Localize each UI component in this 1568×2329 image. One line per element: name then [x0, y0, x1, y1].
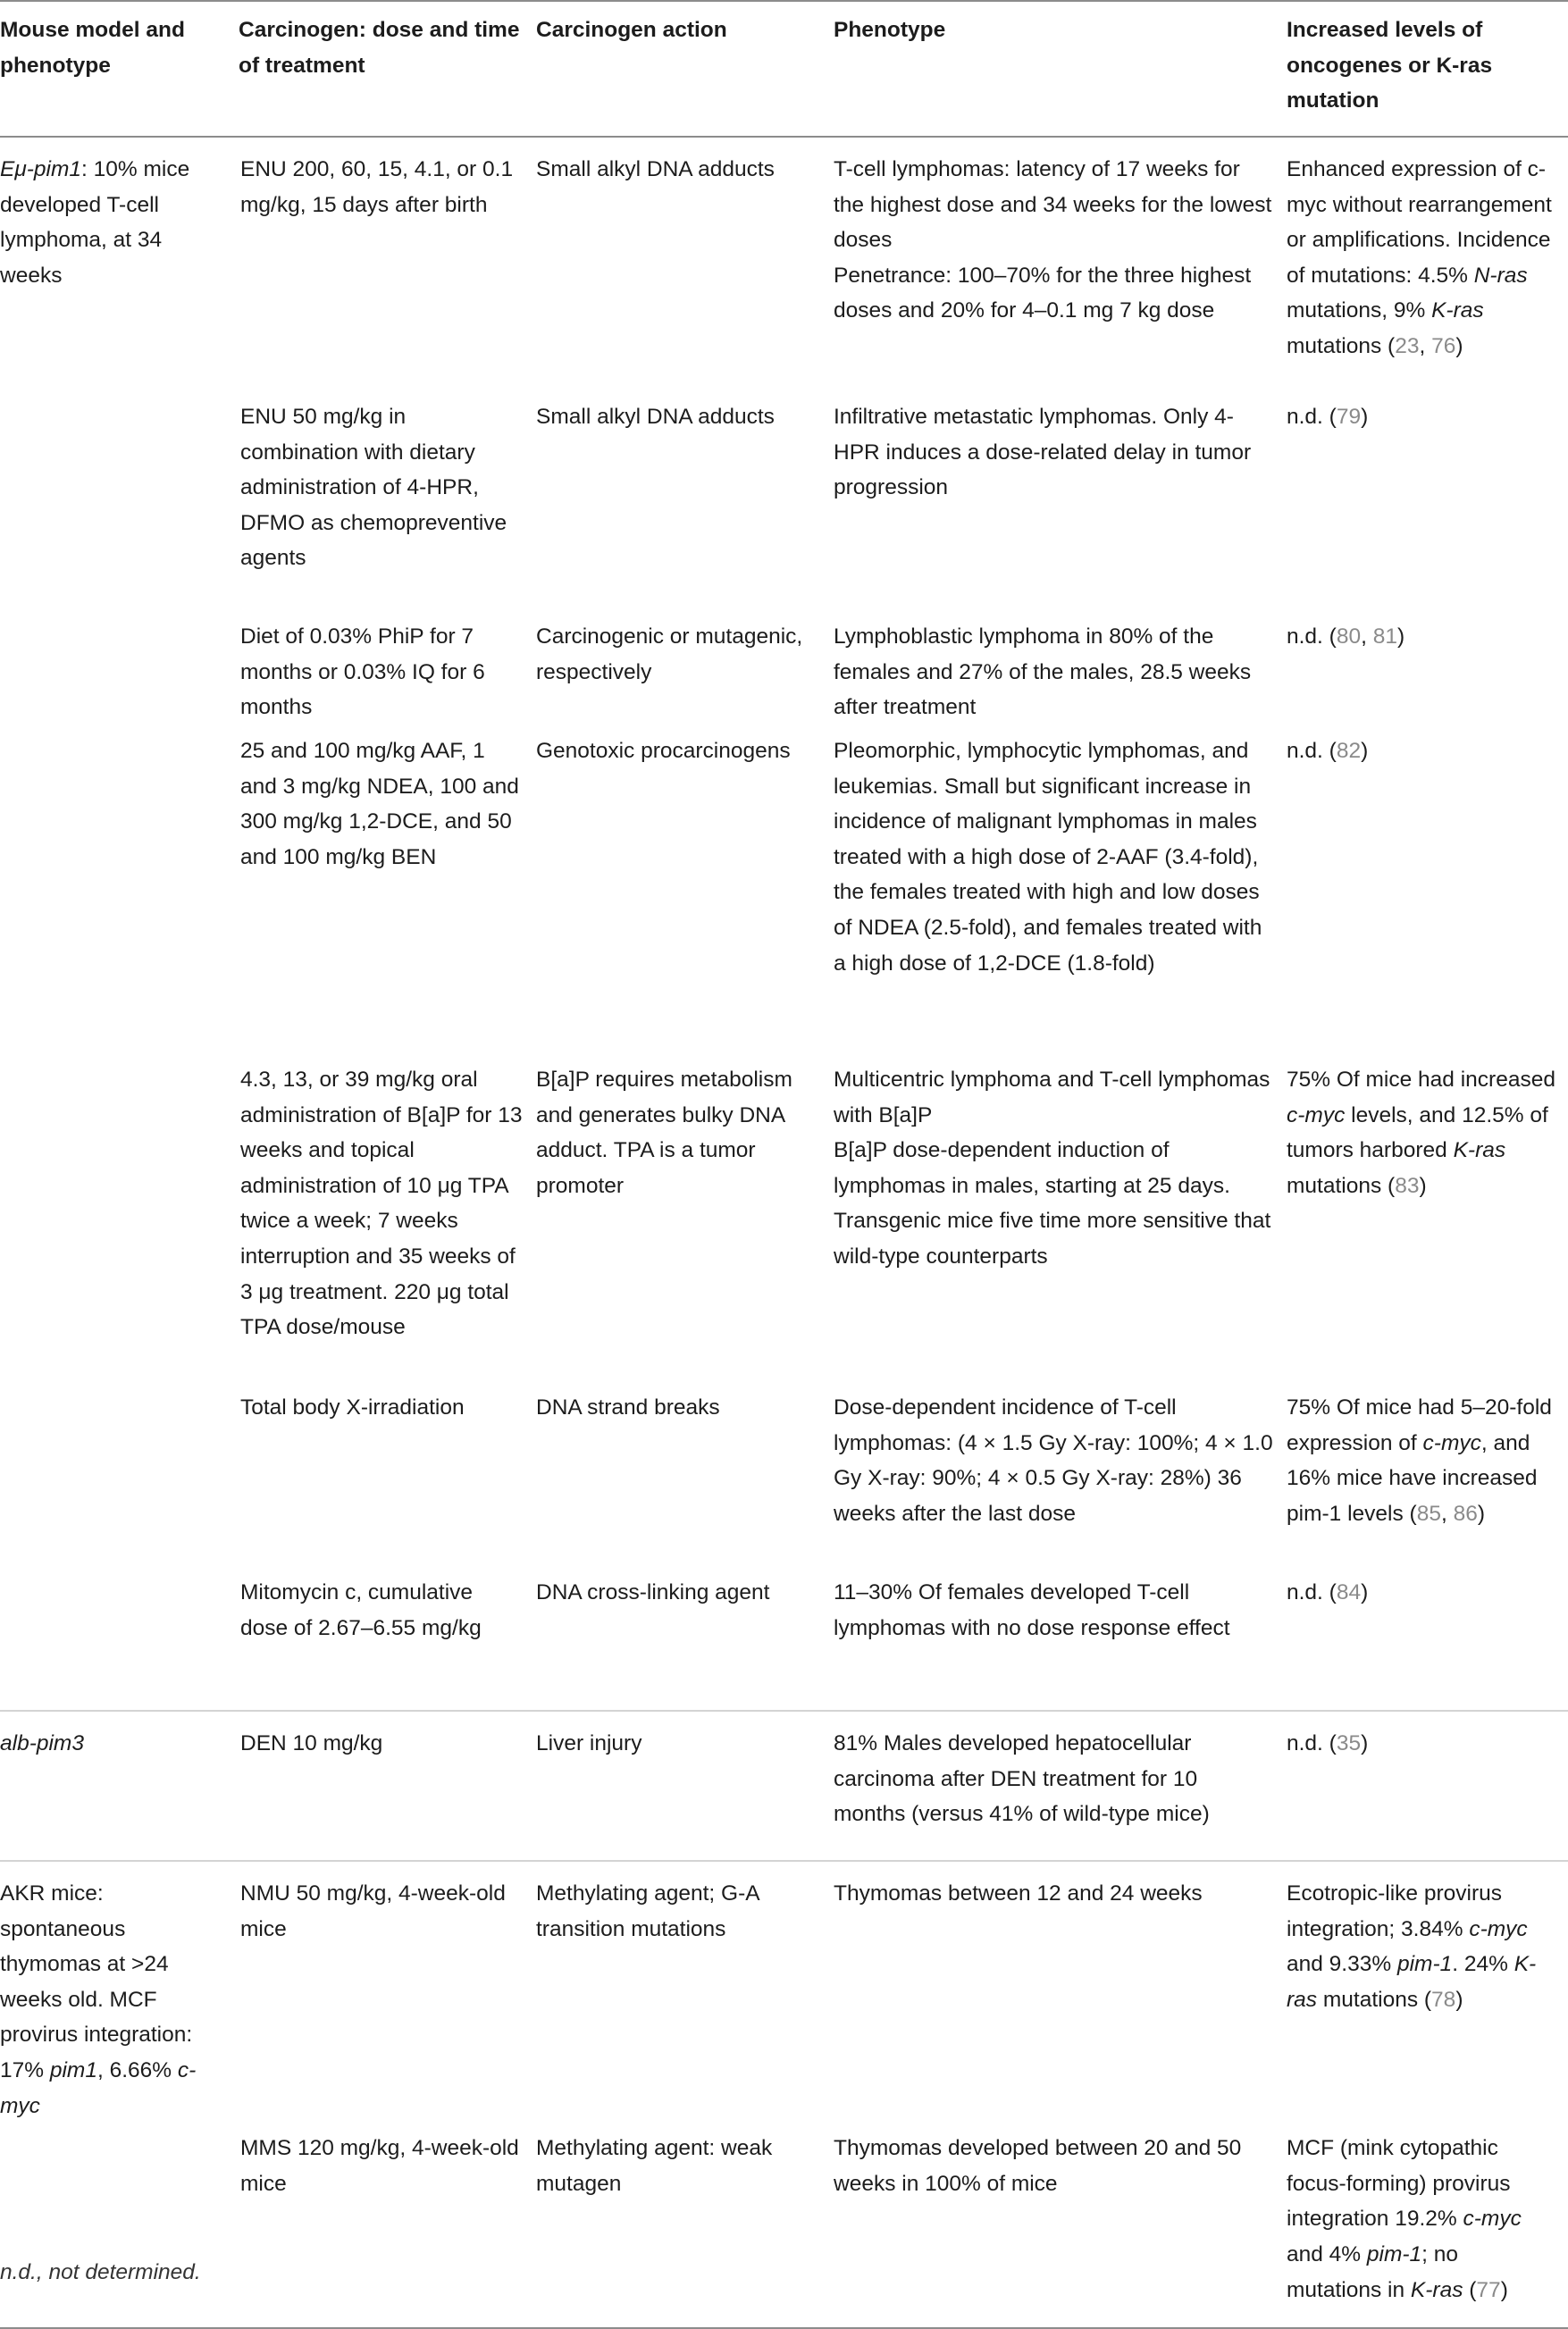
- cell-carcinogen: 25 and 100 mg/kg AAF, 1 and 3 mg/kg NDEA, 100 and 300 mg/kg 1,2-DCE, and 50 and 100 mg/kg BEN: [240, 739, 519, 869]
- cell-action: B[a]P requires metabolism and generates bulky DNA adduct. TPA is a tumor promoter: [536, 1068, 792, 1198]
- header-phenotype: Phenotype: [834, 1, 1287, 137]
- cell-carcinogen: 4.3, 13, or 39 mg/kg oral administration of B[a]P for 13 weeks and topical administration of 10 μg TPA twice a week; 7 weeks interruption and 35 weeks of 3 μg treatment. 220 μg total TPA dose/mouse: [240, 1068, 523, 1340]
- cell-oncogenes: 75% Of mice had increased c-myc levels, and 12.5% of tumors harbored K-ras mutations (83): [1287, 1068, 1555, 1198]
- cell-model: alb-pim3: [0, 1711, 239, 1861]
- cell-phenotype: Multicentric lymphoma and T-cell lymphomas with B[a]P B[a]P dose-dependent induction of lymphomas in males, starting at 25 days. Transgenic mice five time more sensitive that wild-type counterparts: [834, 1068, 1271, 1269]
- cell-model: [0, 1383, 239, 1568]
- cell-phenotype: Dose-dependent incidence of T-cell lymphomas: (4 × 1.5 Gy X-ray: 100%; 4 × 1.0 Gy X-ray: 90%; 4 × 0.5 Gy X-ray: 28%) 36 weeks after the last dose: [834, 1395, 1273, 1526]
- table-header: [0, 1, 1568, 137]
- cell-oncogenes: n.d. (80, 81): [1287, 624, 1405, 649]
- header-oncogenes: Increased levels of oncogenes or K-ras mutation: [1287, 1, 1568, 137]
- cell-carcinogen: MMS 120 mg/kg, 4-week-old mice: [239, 2124, 536, 2328]
- cell-action: Methylating agent; G-A transition mutations: [536, 1861, 834, 2124]
- table-row: [0, 2124, 1568, 2328]
- cell-model: [0, 392, 239, 612]
- cell-model: [0, 2124, 239, 2328]
- cell-phenotype: Pleomorphic, lymphocytic lymphomas, and leukemias. Small but significant increase in incidence of malignant lymphomas in males treated with a high dose of 2-AAF (3.4-fold), the females treated with high and low doses of NDEA (2.5-fold), and females treated with a high dose of 1,2-DCE (1.8-fold): [834, 739, 1262, 976]
- cell-oncogenes: n.d. (84): [1287, 1580, 1369, 1604]
- cell-carcinogen: Total body X-irradiation: [240, 1395, 465, 1420]
- cell-action: Carcinogenic or mutagenic, respectively: [536, 624, 803, 684]
- cell-oncogenes: n.d. (82): [1287, 739, 1369, 763]
- cell-action: Genotoxic procarcinogens: [536, 739, 791, 763]
- header-carcinogen-dose: Carcinogen: dose and time of treatment: [239, 1, 536, 137]
- header-mouse-model: Mouse model and phenotype: [0, 1, 239, 137]
- cell-action: Methylating agent: weak mutagen: [536, 2124, 834, 2328]
- cell-model: [0, 1055, 239, 1383]
- table-row: [0, 137, 1568, 392]
- cell-carcinogen: Mitomycin c, cumulative dose of 2.67–6.55 mg/kg: [240, 1580, 482, 1640]
- cell-model: Eμ-pim1: 10% mice developed T-cell lymphoma, at 34 weeks: [0, 137, 239, 392]
- table-row: [0, 1055, 1568, 1383]
- cell-oncogenes: Enhanced expression of c-myc without rearrangement or amplifications. Incidence of mutations: 4.5% N-ras mutations, 9% K-ras mutations (23, 76): [1287, 137, 1568, 392]
- cell-oncogenes: n.d. (35): [1287, 1711, 1568, 1861]
- cell-carcinogen: ENU 50 mg/kg in combination with dietary administration of 4-HPR, DFMO as chemopreventive agents: [240, 405, 507, 571]
- cell-oncogenes: MCF (mink cytopathic focus-forming) provirus integration 19.2% c-myc and 4% pim-1; no mutations in K-ras (77): [1287, 2124, 1568, 2328]
- header-carcinogen-action: Carcinogen action: [536, 1, 834, 137]
- cell-carcinogen: Diet of 0.03% PhiP for 7 months or 0.03% IQ for 6 months: [240, 624, 485, 720]
- cell-phenotype: Thymomas between 12 and 24 weeks: [834, 1861, 1287, 2124]
- cell-model: [0, 726, 239, 1055]
- table-row: [0, 726, 1568, 1055]
- cell-phenotype: Lymphoblastic lymphoma in 80% of the females and 27% of the males, 28.5 weeks after treatment: [834, 624, 1252, 720]
- cell-carcinogen: ENU 200, 60, 15, 4.1, or 0.1 mg/kg, 15 days after birth: [239, 137, 536, 392]
- cell-action: Small alkyl DNA adducts: [536, 405, 775, 429]
- cell-action: DNA strand breaks: [536, 1395, 720, 1420]
- cell-oncogenes: 75% Of mice had 5–20-fold expression of c-myc, and 16% mice have increased pim-1 levels (85, 86): [1287, 1395, 1552, 1526]
- table-row: [0, 1568, 1568, 1711]
- table-body: [0, 137, 1568, 2328]
- cell-model: AKR mice: spontaneous thymomas at >24 weeks old. MCF provirus integration: 17% pim1, 6.66% c-myc: [0, 1861, 239, 2124]
- cell-phenotype: 81% Males developed hepatocellular carcinoma after DEN treatment for 10 months (versus 41% of wild-type mice): [834, 1711, 1287, 1861]
- cell-model: [0, 612, 239, 726]
- table-row: [0, 1383, 1568, 1568]
- cell-action: DNA cross-linking agent: [536, 1580, 770, 1604]
- cell-model: [0, 1568, 239, 1711]
- cell-carcinogen: DEN 10 mg/kg: [239, 1711, 536, 1861]
- cell-phenotype: Thymomas developed between 20 and 50 weeks in 100% of mice: [834, 2124, 1287, 2328]
- cell-oncogenes: n.d. (79): [1287, 405, 1369, 429]
- table-row: [0, 1711, 1568, 1861]
- cell-carcinogen: NMU 50 mg/kg, 4-week-old mice: [239, 1861, 536, 2124]
- table-row: [0, 1861, 1568, 2124]
- cell-phenotype: 11–30% Of females developed T-cell lymphomas with no dose response effect: [834, 1580, 1230, 1640]
- cell-phenotype: Infiltrative metastatic lymphomas. Only 4-HPR induces a dose-related delay in tumor progression: [834, 405, 1252, 500]
- cell-oncogenes: Ecotropic-like provirus integration; 3.84% c-myc and 9.33% pim-1. 24% K-ras mutations (78): [1287, 1861, 1568, 2124]
- cell-action: Small alkyl DNA adducts: [536, 137, 834, 392]
- table-footnote: n.d., not determined.: [0, 2260, 201, 2284]
- table-row: [0, 392, 1568, 612]
- table-row: [0, 612, 1568, 726]
- cell-action: Liver injury: [536, 1711, 834, 1861]
- cell-phenotype: T-cell lymphomas: latency of 17 weeks for the highest dose and 34 weeks for the lowest doses Penetrance: 100–70% for the three highest doses and 20% for 4–0.1 mg 7 kg dose: [834, 137, 1287, 392]
